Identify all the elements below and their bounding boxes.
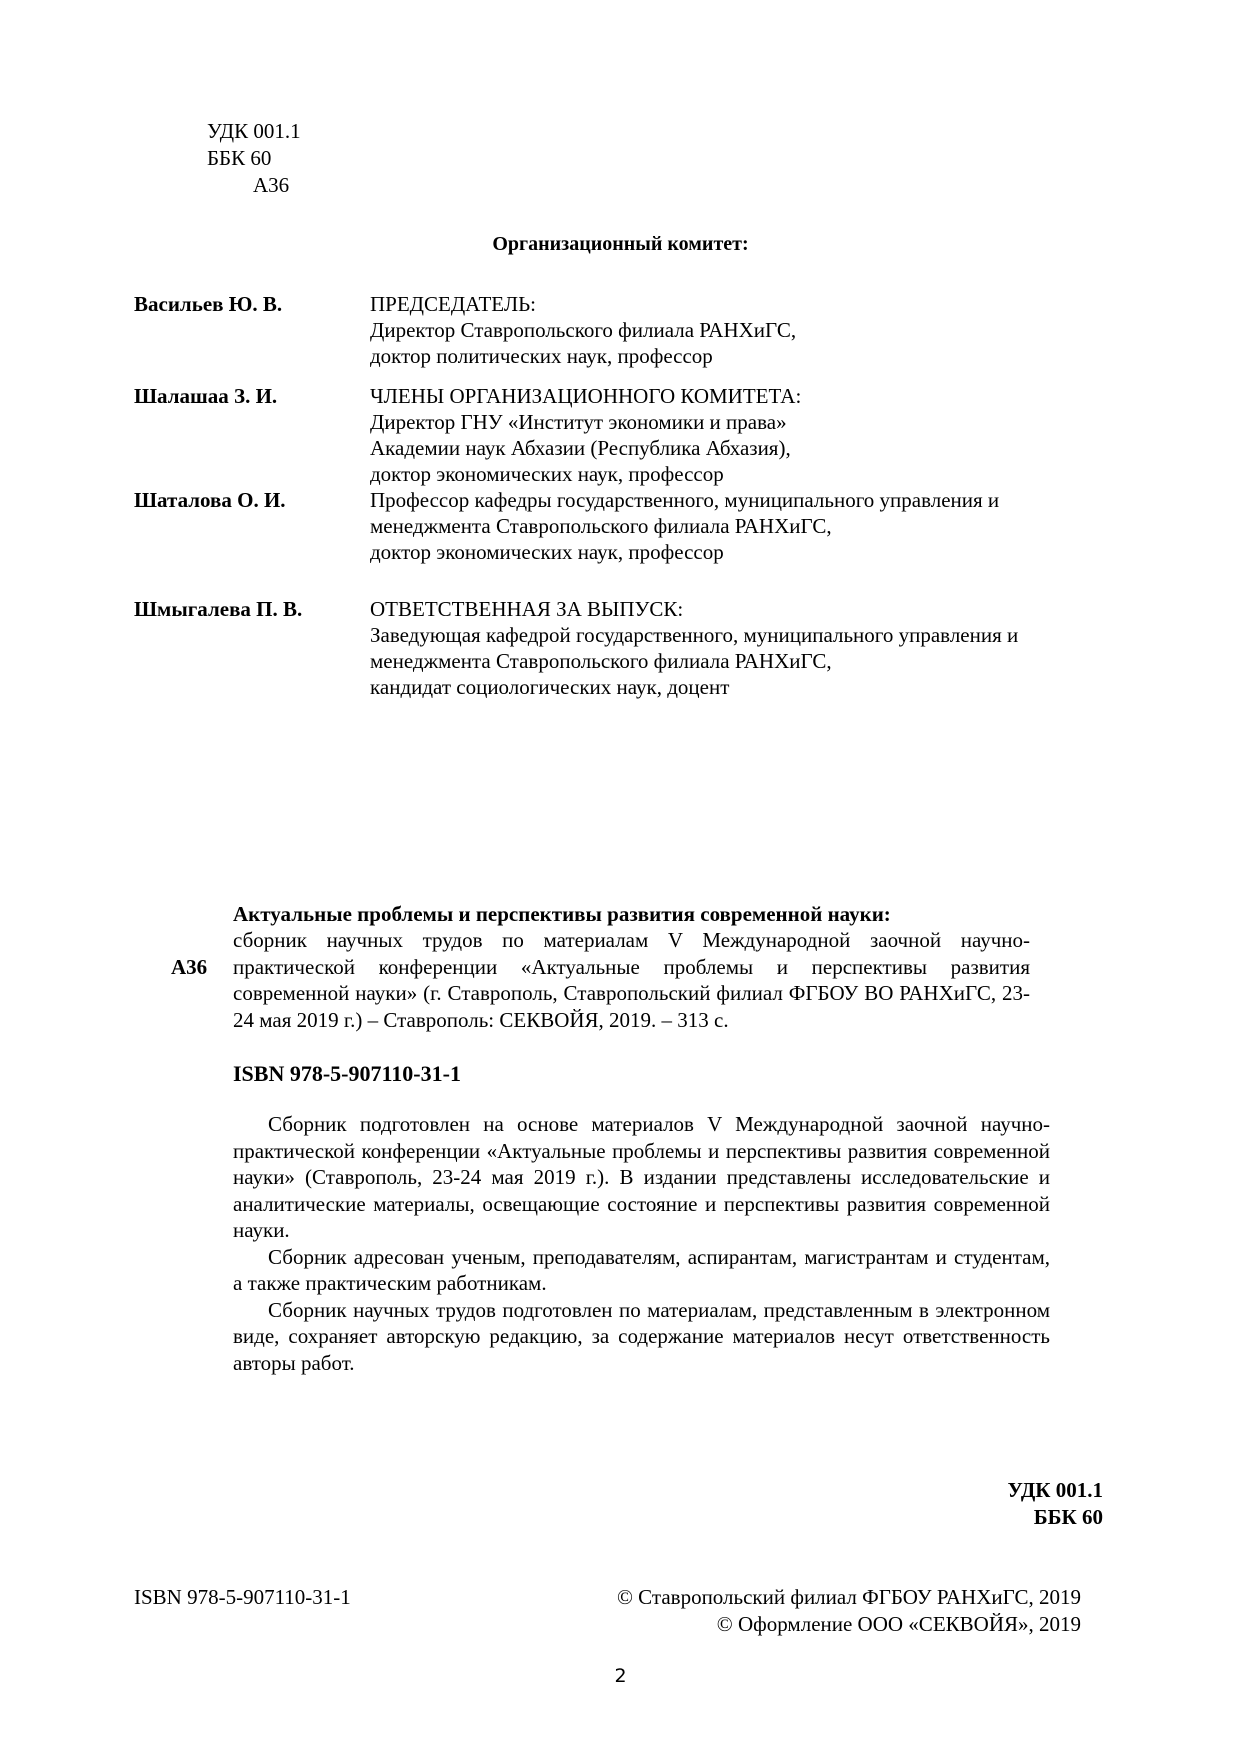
committee-member-name: Шмыгалева П. В.	[134, 597, 303, 621]
author-mark: А36	[253, 173, 290, 197]
member-detail-line: менеджмента Ставропольского филиала РАНХиГС,	[370, 514, 832, 538]
biblio-description: сборник научных трудов по материалам V Международной заочной научно-практической конференции «Актуальные проблемы и перспективы развития современной науки» (г. Ставрополь, Ставропольский филиал ФГБОУ ВО РАНХиГС, 23-24 мая 2019 г.) – Ставрополь: СЕКВОЙЯ, 2019. – 313 с.	[233, 928, 1030, 1032]
member-detail-line: Академии наук Абхазии (Республика Абхазия),	[370, 436, 791, 460]
classification-top	[207, 118, 301, 199]
isbn-main: ISBN 978-5-907110-31-1	[233, 1061, 461, 1086]
committee-member-details	[370, 596, 1018, 700]
member-detail-line: Директор ГНУ «Институт экономики и права»	[370, 410, 787, 434]
copyright-block	[617, 1584, 1081, 1638]
member-detail-line: кандидат социологических наук, доцент	[370, 675, 730, 699]
copyright-line: © Ставропольский филиал ФГБОУ РАНХиГС, 2019	[616, 1585, 1081, 1609]
isbn-footer: ISBN 978-5-907110-31-1	[134, 1585, 351, 1609]
member-detail-line: доктор экономических наук, профессор	[370, 540, 724, 564]
page-number: 2	[614, 1665, 627, 1687]
abstract-paragraph: Сборник научных трудов подготовлен по материалам, представленным в электронном виде, сохраняет авторскую редакцию, за содержание материалов несут ответственность авторы работ.	[233, 1297, 1050, 1375]
member-detail-line: доктор политических наук, профессор	[370, 344, 713, 368]
classification-bottom	[1008, 1477, 1103, 1531]
abstract-paragraph: Сборник адресован ученым, преподавателям, аспирантам, магистрантам и студентам, а также практическим работникам.	[233, 1244, 1050, 1295]
committee-title: Организационный комитет:	[492, 233, 749, 255]
bbk-code-bottom: ББК 60	[1033, 1505, 1103, 1529]
committee-member-name: Васильев Ю. В.	[134, 292, 283, 316]
committee-member-details	[370, 291, 796, 369]
committee-member-name: Шаталова О. И.	[134, 488, 286, 512]
member-role-line: ЧЛЕНЫ ОРГАНИЗАЦИОННОГО КОМИТЕТА:	[370, 384, 802, 408]
biblio-title: Актуальные проблемы и перспективы развития современной науки:	[233, 902, 891, 926]
committee-member-details	[370, 383, 801, 487]
copyright-line: © Оформление ООО «СЕКВОЙЯ», 2019	[716, 1612, 1081, 1636]
member-role-line: ОТВЕТСТВЕННАЯ ЗА ВЫПУСК:	[370, 597, 684, 621]
member-detail-line: Профессор кафедры государственного, муниципального управления и	[370, 488, 1000, 512]
member-detail-line: Заведующая кафедрой государственного, муниципального управления и	[370, 623, 1019, 647]
committee-member-details	[370, 487, 999, 565]
abstract	[233, 1111, 1050, 1376]
member-role-line: ПРЕДСЕДАТЕЛЬ:	[370, 292, 536, 316]
abstract-paragraph: Сборник подготовлен на основе материалов V Международной заочной научно-практической конференции «Актуальные проблемы и перспективы развития современной науки» (Ставрополь, 23-24 мая 2019 г.). В издании представлены исследовательские и аналитические материалы, освещающие состояние и перспективы развития современной науки.	[233, 1112, 1050, 1242]
udk-code-bottom: УДК 001.1	[1007, 1478, 1103, 1502]
member-detail-line: менеджмента Ставропольского филиала РАНХиГС,	[370, 649, 832, 673]
udk-code: УДК 001.1	[207, 119, 301, 143]
member-detail-line: доктор экономических наук, профессор	[370, 462, 724, 486]
committee-member-name: Шалашаа З. И.	[134, 384, 278, 408]
bbk-code: ББК 60	[207, 146, 272, 170]
biblio-author-mark: А36	[171, 955, 208, 979]
member-detail-line: Директор Ставропольского филиала РАНХиГС,	[370, 318, 797, 342]
